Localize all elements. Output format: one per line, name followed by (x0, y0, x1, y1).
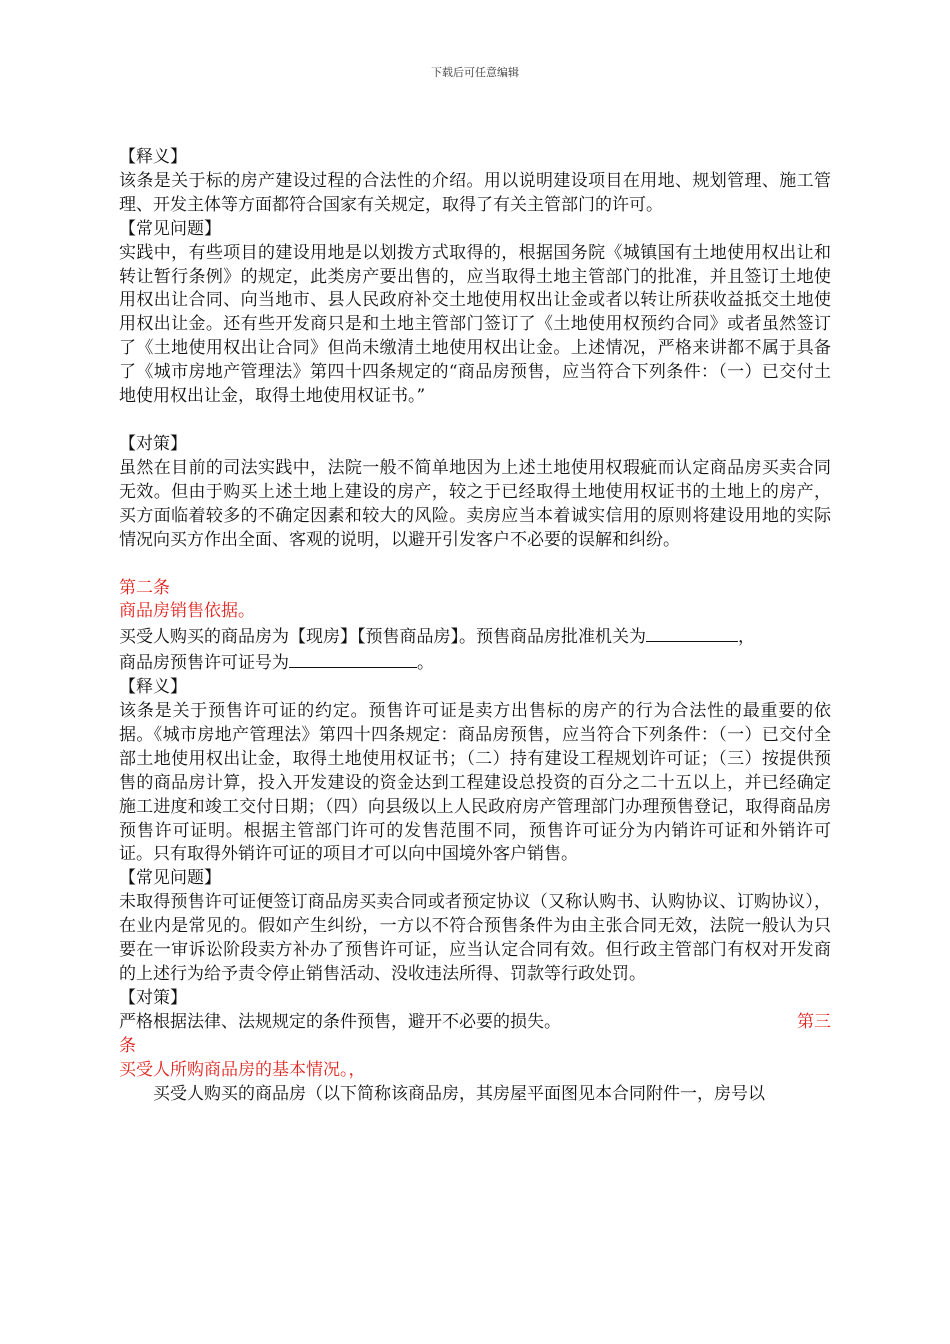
spacer (119, 409, 831, 433)
presale-permit-number-blank[interactable] (289, 650, 417, 668)
sec2-article-number: 第二条 (119, 577, 170, 598)
sec3-article-number-part2: 条 (119, 1035, 136, 1056)
sec2-clause-text-4: 。 (417, 653, 434, 674)
sec2-wenti-heading: 【常见问题】 (119, 868, 221, 889)
document-body (119, 146, 831, 1106)
sec2-shiyi-body: 该条是关于预售许可证的约定。预售许可证是卖方出售标的房产的行为合法性的最重要的依据。《城市房地产管理法》第四十四条规定：商品房预售，应当符合下列条件：（一）已交付全部土地使用权出让金，取得土地使用权证书；（二）持有建设工程规划许可证；（三）按提供预售的商品房计算，投入开发建设的资金达到工程建设总投资的百分之二十五以上，并已经确定施工进度和竣工交付日期；（四）向县级以上人民政府房产管理部门办理预售登记，取得商品房预售许可证明。根据主管部门许可的发售范围不同，预售许可证分为内销许可证和外销许可证。只有取得外销许可证的项目才可以向中国境外客户销售。 (119, 701, 831, 865)
sec3-title: 买受人所购商品房的基本情况。， (119, 1059, 366, 1080)
sec2-wenti-body: 未取得预售许可证便签订商品房买卖合同或者预定协议（又称认购书、认购协议、订购协议），在业内是常见的。假如产生纠纷，一方以不符合预售条件为由主张合同无效，法院一般认为只要在一审诉讼阶段卖方补办了预售许可证，应当认定合同有效。但行政主管部门有权对开发商的上述行为给予责令停止销售活动、没收违法所得、罚款等行政处罚。 (119, 892, 831, 984)
spacer (119, 553, 831, 577)
sec2-clause (119, 624, 831, 650)
sec1-wenti-heading: 【常见问题】 (119, 218, 221, 239)
sec2-duice-line (119, 1011, 831, 1035)
sec3-article-number-part1: 第三 (797, 1011, 831, 1032)
sec2-clause-line2 (119, 650, 831, 676)
sec2-clause-text-3: 商品房预售许可证号为 (119, 653, 289, 674)
sec1-duice-heading: 【对策】 (119, 433, 187, 454)
sec1-wenti-body: 实践中，有些项目的建设用地是以划拨方式取得的，根据国务院《城镇国有土地使用权出让和转让暂行条例》的规定，此类房产要出售的，应当取得土地主管部门的批准，并且签订土地使用权出让合同、向当地市、县人民政府补交土地使用权出让金或者以转让所获收益抵交土地使用权出让金。还有些开发商只是和土地主管部门签订了《土地使用权预约合同》或者虽然签订了《土地使用权出让合同》但尚未缴清土地使用权出让金。上述情况，严格来讲都不属于具备了《城市房地产管理法》第四十四条规定的“商品房预售，应当符合下列条件：（一）已交付土地使用权出让金，取得土地使用权证书。” (119, 242, 831, 407)
sec1-shiyi-heading: 【释义】 (119, 147, 187, 167)
sec1-duice-body: 虽然在目前的司法实践中，法院一般不简单地因为上述土地使用权瑕疵而认定商品房买卖合同无效。但由于购买上述土地上建设的房产，较之于已经取得土地使用权证书的土地上的房产，买方面临着较多的不确定因素和较大的风险。卖房应当本着诚实信用的原则将建设用地的实际情况向买方作出全面、客观的说明，以避开引发客户不必要的误解和纠纷。 (119, 457, 831, 550)
sec2-shiyi-heading: 【释义】 (119, 677, 187, 698)
sec3-body: 买受人购买的商品房（以下简称该商品房，其房屋平面图见本合同附件一，房号以 (153, 1083, 765, 1104)
page-header: 下载后可任意编辑 (431, 66, 519, 79)
approval-authority-blank[interactable] (646, 624, 738, 642)
sec2-clause-text-1: 买受人购买的商品房为【现房】【预售商品房】。预售商品房批准机关为 (119, 627, 646, 648)
sec2-duice-heading: 【对策】 (119, 987, 187, 1008)
sec2-duice-body: 严格根据法律、法规规定的条件预售，避开不必要的损失。 (119, 1011, 561, 1032)
sec2-title: 商品房销售依据。 (119, 601, 255, 622)
sec2-clause-text-2: ， (738, 627, 755, 648)
sec1-shiyi-body: 该条是关于标的房产建设过程的合法性的介绍。用以说明建设项目在用地、规划管理、施工管理、开发主体等方面都符合国家有关规定，取得了有关主管部门的许可。 (119, 170, 831, 215)
